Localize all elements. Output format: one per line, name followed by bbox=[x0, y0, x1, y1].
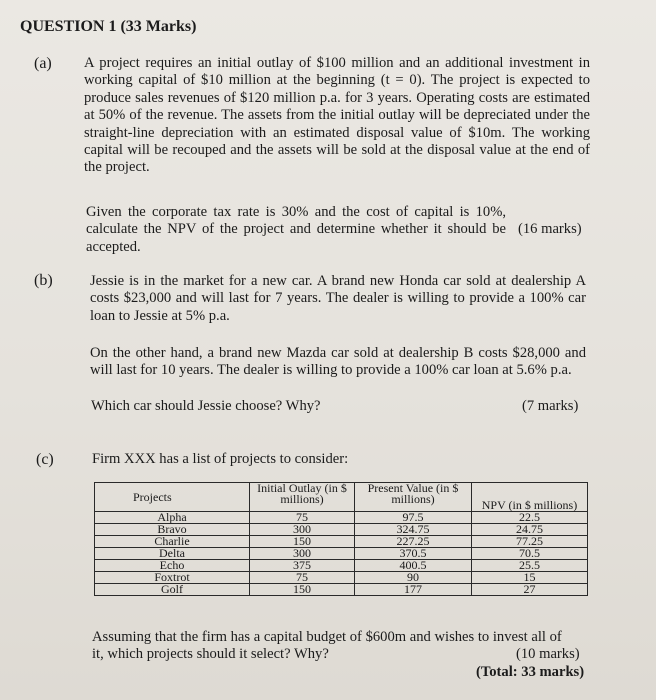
part-b-marks: (7 marks) bbox=[522, 398, 579, 414]
cell-npv: 22.5 bbox=[472, 512, 588, 524]
header-present-value: Present Value (in $ millions) bbox=[355, 483, 472, 512]
header-projects: Projects bbox=[95, 483, 250, 512]
header-initial-outlay: Initial Outlay (in $ millions) bbox=[250, 483, 355, 512]
cell-outlay: 75 bbox=[250, 512, 355, 524]
part-a-text: A project requires an initial outlay of $100 million and an additional investment in working capital of $10 million at the beginning (t = 0). The project is expected to produce sales revenues of $120 million p.a. for 3 years. Operating costs are estimated at 50% of the revenue. The assets from the initial outlay will be depreciated under the straight-line depreciation with an estimated disposal value of $10m. The working capital will be recouped and the assets will be sold at the disposal value at the end of the project. bbox=[84, 55, 590, 176]
cell-pv: 324.75 bbox=[355, 524, 472, 536]
cell-project: Bravo bbox=[95, 524, 250, 536]
cell-pv: 90 bbox=[355, 572, 472, 584]
table-row bbox=[95, 584, 588, 596]
part-b-label: (b) bbox=[34, 272, 53, 289]
part-a-marks: (16 marks) bbox=[518, 221, 582, 237]
cell-project: Charlie bbox=[95, 536, 250, 548]
cell-npv: 25.5 bbox=[472, 560, 588, 572]
cell-outlay: 75 bbox=[250, 572, 355, 584]
cell-outlay: 300 bbox=[250, 524, 355, 536]
cell-npv: 70.5 bbox=[472, 548, 588, 560]
header-npv: NPV (in $ millions) bbox=[472, 483, 588, 512]
part-c-marks: (10 marks) bbox=[516, 646, 580, 662]
part-b-question: Which car should Jessie choose? Why? bbox=[91, 398, 321, 414]
cell-outlay: 300 bbox=[250, 548, 355, 560]
projects-table bbox=[94, 482, 588, 596]
cell-npv: 77.25 bbox=[472, 536, 588, 548]
part-b-text-2: On the other hand, a brand new Mazda car sold at dealership B costs $28,000 and will last for 10 years. The dealer is willing to provide a 100% car loan at 5.6% p.a. bbox=[90, 345, 586, 379]
cell-npv: 15 bbox=[472, 572, 588, 584]
part-c-label: (c) bbox=[36, 451, 54, 468]
cell-pv: 227.25 bbox=[355, 536, 472, 548]
cell-outlay: 375 bbox=[250, 560, 355, 572]
cell-pv: 400.5 bbox=[355, 560, 472, 572]
cell-outlay: 150 bbox=[250, 584, 355, 596]
part-c-intro: Firm XXX has a list of projects to consider: bbox=[92, 451, 349, 467]
cell-pv: 177 bbox=[355, 584, 472, 596]
table-header-row bbox=[95, 483, 588, 512]
cell-outlay: 150 bbox=[250, 536, 355, 548]
cell-pv: 370.5 bbox=[355, 548, 472, 560]
cell-npv: 24.75 bbox=[472, 524, 588, 536]
question-heading: QUESTION 1 (33 Marks) bbox=[20, 18, 197, 35]
part-a-question: Given the corporate tax rate is 30% and the cost of capital is 10%, calculate the NPV of the project and determine whether it should be accepted. bbox=[86, 204, 506, 255]
cell-npv: 27 bbox=[472, 584, 588, 596]
part-c-question: Assuming that the firm has a capital budget of $600m and wishes to invest all of it, which projects should it select? Why? bbox=[92, 629, 562, 663]
cell-project: Alpha bbox=[95, 512, 250, 524]
cell-project: Golf bbox=[95, 584, 250, 596]
part-b-text-1: Jessie is in the market for a new car. A brand new Honda car sold at dealership A costs $23,000 and will last for 7 years. The dealer is willing to provide a 100% car loan to Jessie at 5% p.a. bbox=[90, 273, 586, 324]
cell-project: Echo bbox=[95, 560, 250, 572]
total-marks: (Total: 33 marks) bbox=[476, 664, 585, 680]
part-a-label: (a) bbox=[34, 55, 52, 72]
cell-pv: 97.5 bbox=[355, 512, 472, 524]
cell-project: Delta bbox=[95, 548, 250, 560]
cell-project: Foxtrot bbox=[95, 572, 250, 584]
